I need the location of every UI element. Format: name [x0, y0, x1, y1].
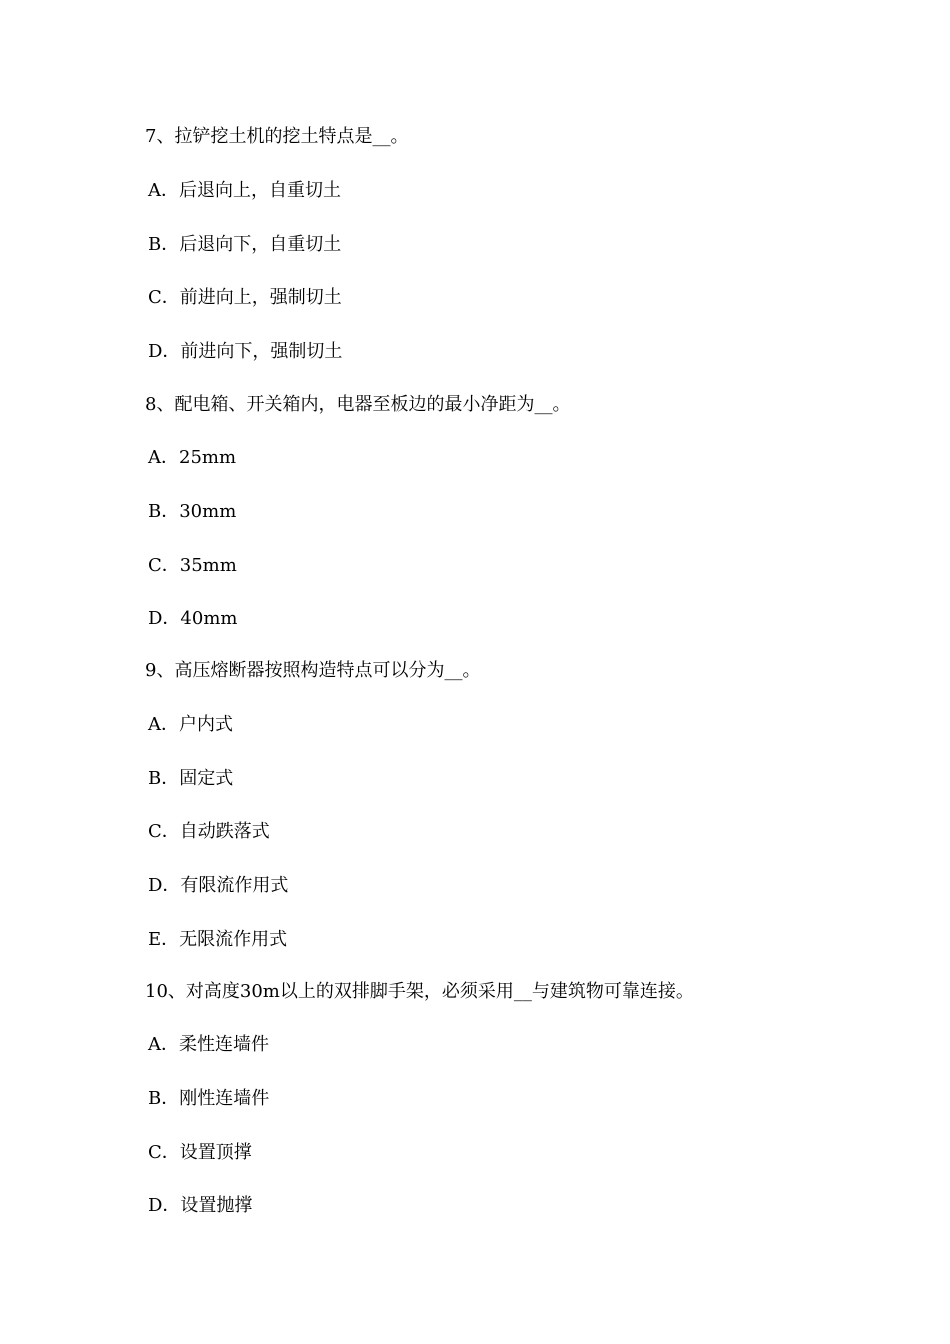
question-10-option-a: A．柔性连墙件 [148, 1034, 269, 1055]
question-10-stem: 10、对高度30m以上的双排脚手架，必须采用__与建筑物可靠连接。 [145, 981, 694, 1002]
question-7-option-d: D．前进向下，强制切土 [148, 341, 343, 362]
question-8-stem: 8、配电箱、开关箱内，电器至板边的最小净距为__。 [145, 394, 571, 415]
question-7-option-b: B．后退向下，自重切土 [148, 234, 342, 255]
question-9-option-d: D．有限流作用式 [148, 875, 289, 896]
question-9-option-e: E．无限流作用式 [148, 929, 288, 950]
question-10-option-c: C．设置顶撑 [148, 1142, 252, 1163]
question-10-option-b: B．刚性连墙件 [148, 1088, 270, 1109]
question-8-option-d: D．40mm [148, 608, 238, 629]
question-7-option-a: A．后退向上，自重切土 [148, 180, 341, 201]
question-9-option-c: C．自动跌落式 [148, 821, 270, 842]
question-8-option-b: B．30mm [148, 501, 237, 522]
question-10-option-d: D．设置抛撑 [148, 1195, 253, 1216]
question-9-option-a: A．户内式 [148, 714, 233, 735]
question-8-option-a: A．25mm [148, 447, 237, 468]
question-7-stem: 7、拉铲挖土机的挖土特点是__。 [145, 126, 409, 147]
question-9-option-b: B．固定式 [148, 768, 234, 789]
question-7-option-c: C．前进向上，强制切土 [148, 287, 342, 308]
question-8-option-c: C．35mm [148, 555, 237, 576]
question-9-stem: 9、高压熔断器按照构造特点可以分为__。 [145, 660, 481, 681]
